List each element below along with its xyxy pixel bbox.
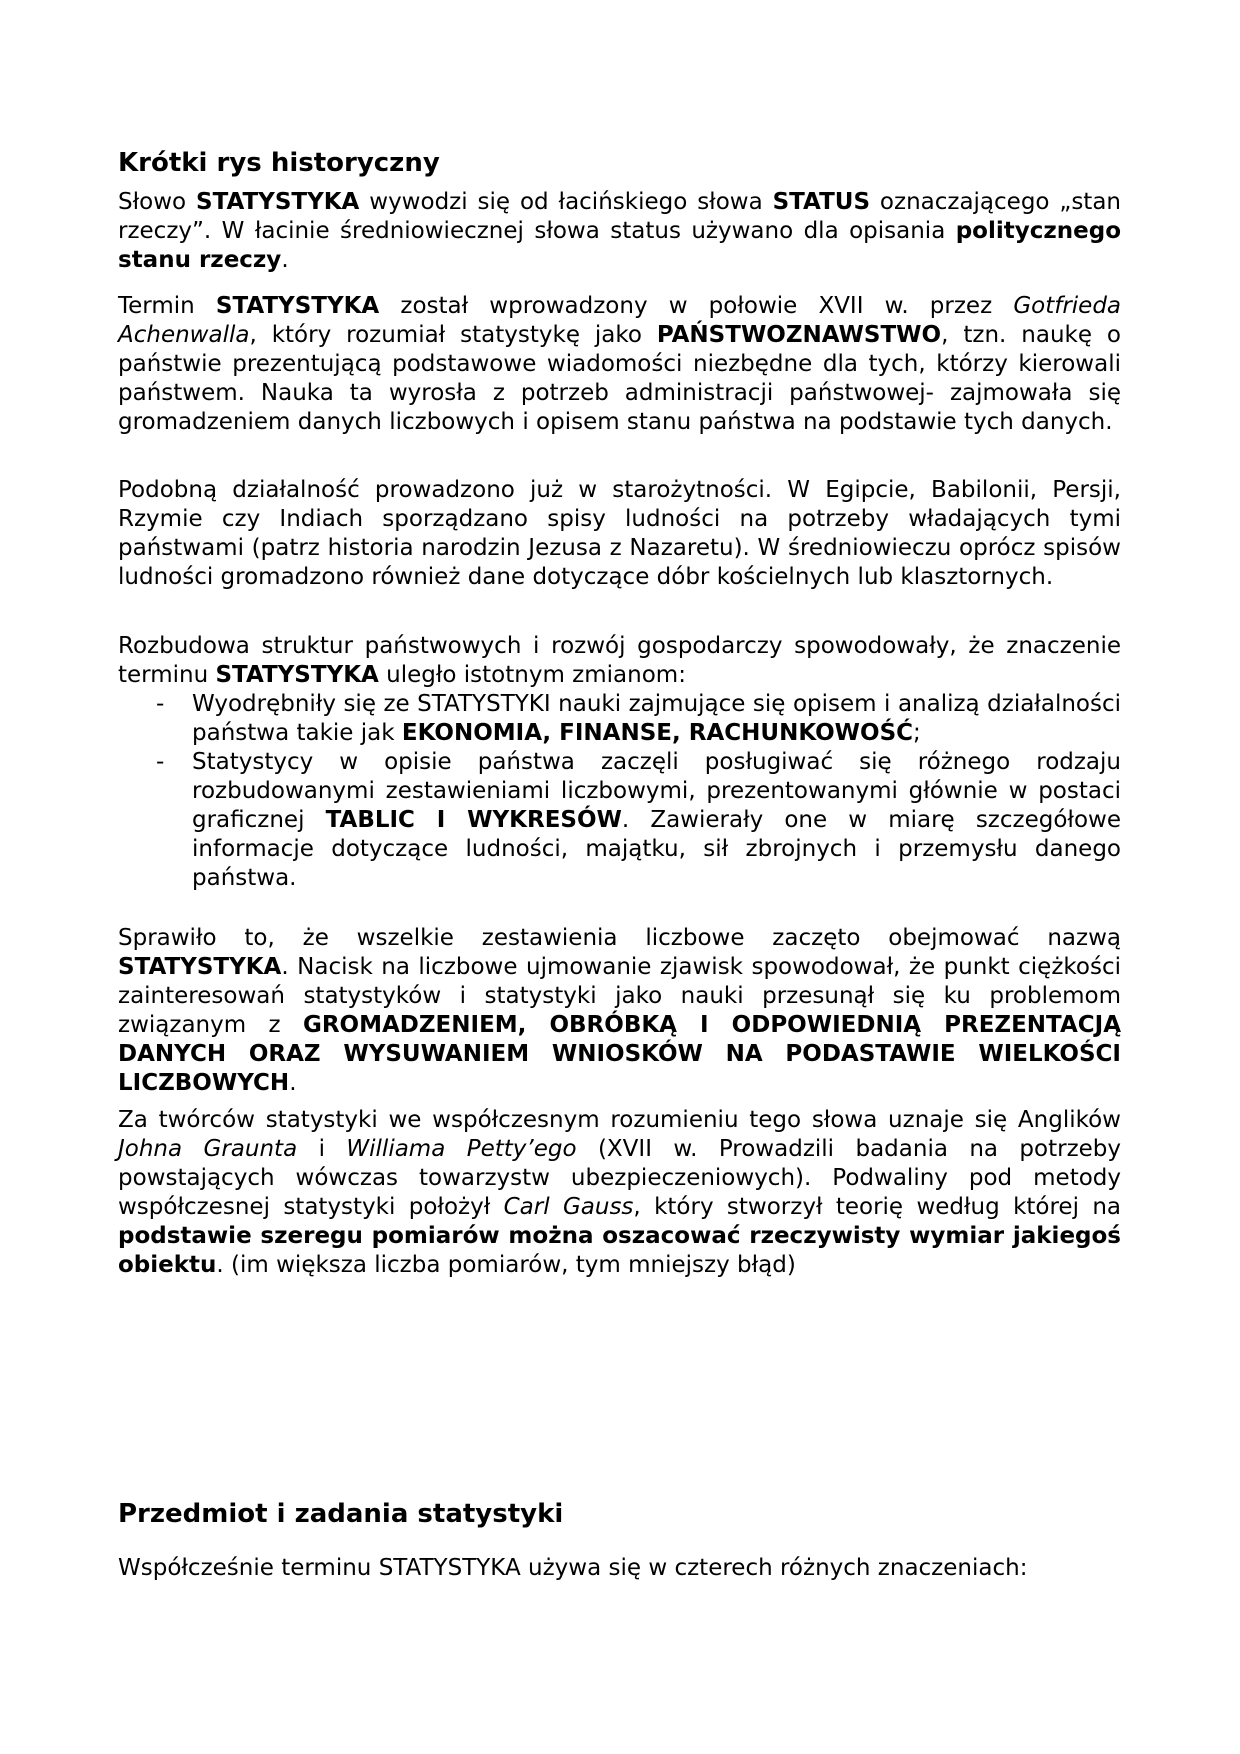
bold-term: podstawie szeregu pomiarów można oszacować rzeczywisty wymiar jakiegoś obiektu <box>118 1223 1121 1278</box>
text-span: . Zawierały one w miarę szczegółowe informacje dotyczące ludności, majątku, sił zbrojnych i przemysłu danego państwa. <box>192 807 1121 891</box>
italic-name: Gotfrieda Achenwalla <box>118 293 1122 348</box>
bold-term: PAŃSTWOZNAWSTWO <box>656 322 942 348</box>
dash-bullet: - <box>156 691 165 717</box>
bold-term: STATYSTYKA <box>215 662 379 688</box>
text-span: uległo istotnym zmianom: <box>378 662 686 688</box>
italic-name: Williama Petty’ego <box>346 1136 577 1162</box>
text-span: , który stworzył teorię według której na <box>633 1194 1121 1220</box>
text-span: Sprawiło to, że wszelkie zestawienia liczbowe zaczęto obejmować nazwą <box>118 925 1121 951</box>
text-span: Słowo <box>118 189 196 215</box>
paragraph-etymology <box>118 188 1121 275</box>
italic-name: Johna Graunta <box>118 1136 298 1162</box>
bold-term: politycznego stanu rzeczy <box>118 218 1121 273</box>
text-span: Rozbudowa struktur państwowych i rozwój gospodarczy spowodowały, że znaczenie terminu <box>118 633 1121 688</box>
text-span: ; <box>913 720 921 746</box>
text-span: Statystycy w opisie państwa zaczęli posługiwać się różnego rodzaju rozbudowanymi zestawieniami liczbowymi, prezentowanymi głównie w postaci graficznej <box>192 749 1121 833</box>
paragraph-founders <box>118 1106 1121 1280</box>
section-heading-subject: Przedmiot i zadania statystyki <box>118 1499 564 1529</box>
paragraph-achenwall <box>118 292 1121 437</box>
dash-list <box>118 690 1121 893</box>
text-span: Wyodrębniły się ze STATYSTYKI nauki zajmujące się opisem i analizą działalności państwa takie jak <box>192 691 1121 746</box>
dash-bullet: - <box>156 749 165 775</box>
section-heading-history: Krótki rys historyczny <box>118 148 440 178</box>
bold-term: TABLIC I WYKRESÓW <box>325 807 622 833</box>
text-span: . Nacisk na liczbowe ujmowanie zjawisk spowodował, że punkt ciężkości zainteresowań statystyków i statystyki jako nauki przesunął się ku problemom związanym z <box>118 954 1121 1038</box>
paragraph-consequence <box>118 924 1121 1098</box>
paragraph-antiquity: Podobną działalność prowadzono już w starożytności. W Egipcie, Babilonii, Persji, Rzymie czy Indiach sporządzano spisy ludności na potrzeby władających tymi państwami (patrz historia narodzin Jezusa z Nazaretu). W średniowieczu oprócz spisów ludności gromadzono również dane dotyczące dóbr kościelnych lub klasztornych. <box>118 477 1121 590</box>
bold-term: STATYSTYKA <box>215 293 380 319</box>
text-span: Za twórców statystyki we współczesnym rozumieniu tego słowa uznaje się Anglików <box>118 1107 1121 1133</box>
bold-term: EKONOMIA, FINANSE, RACHUNKOWOŚĆ <box>401 720 914 746</box>
paragraph-meanings: Współcześnie terminu STATYSTYKA używa się w czterech różnych znaczeniach: <box>118 1555 1028 1581</box>
list-item <box>118 748 1121 893</box>
bold-term: GROMADZENIEM, OBRÓBKĄ I ODPOWIEDNIĄ PREZENTACJĄ DANYCH ORAZ WYSUWANIEM WNIOSKÓW NA PODASTAWIE WIELKOŚCI LICZBOWYCH <box>118 1012 1121 1096</box>
bold-term: STATUS <box>772 189 871 215</box>
text-span: , tzn. naukę o państwie prezentującą podstawowe wiadomości niezbędne dla tych, którzy kierowali państwem. Nauka ta wyrosła z potrzeb administracji państwowej- zajmowała się gromadzeniem danych liczbowych i opisem stanu państwa na podstawie tych danych. <box>118 322 1121 435</box>
text-span: i <box>297 1136 347 1162</box>
text-span: (XVII w. Prowadzili badania na potrzeby powstających wówczas towarzystw ubezpieczeniowych). Podwaliny pod metody współczesnej statystyki położył <box>118 1136 1122 1220</box>
text-span: . <box>289 1070 297 1096</box>
paragraph-development <box>118 632 1121 690</box>
text-span: , który rozumiał statystykę jako <box>249 322 657 348</box>
bold-term: STATYSTYKA <box>118 954 282 980</box>
list-item <box>118 690 1121 748</box>
italic-name: Carl Gauss <box>503 1194 634 1220</box>
text-span: . (im większa liczba pomiarów, tym mniejszy błąd) <box>216 1252 796 1278</box>
text-span: Termin <box>118 293 216 319</box>
text-span: oznaczającego „stan rzeczy”. W łacinie średniowiecznej słowa status używano dla opisania <box>118 189 1121 244</box>
text-span: wywodzi się od łacińskiego słowa <box>359 189 773 215</box>
text-span: został wprowadzony w połowie XVII w. przez <box>379 293 1014 319</box>
text-span: . <box>281 247 289 273</box>
bold-term: STATYSTYKA <box>196 189 360 215</box>
